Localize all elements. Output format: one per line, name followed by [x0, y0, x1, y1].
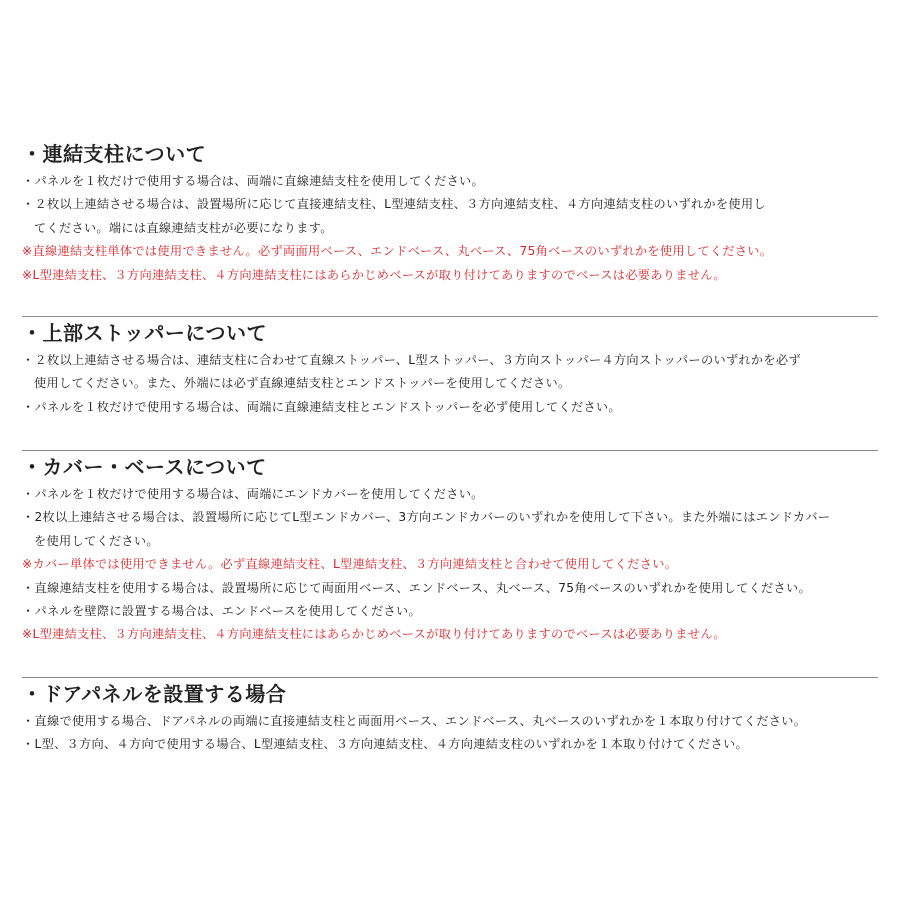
section-top-stoppers [22, 319, 878, 419]
section-divider [22, 316, 878, 317]
text-line: ・パネルを１枚だけで使用する場合は、両端に直線連結支柱とエンドストッパーを必ず使用してください。 [22, 399, 621, 414]
text-line: てください。端には直線連結支柱が必要になります。 [34, 220, 333, 235]
text-line: ・L型、３方向、４方向で使用する場合、L型連結支柱、３方向連結支柱、４方向連結支柱のいずれかを１本取り付けてください。 [22, 737, 748, 752]
section-connecting-posts [22, 140, 878, 287]
text-line: ・２枚以上連結させる場合は、連結支柱に合わせて直線ストッパー、L型ストッパー、３方向ストッパー４方向ストッパーのいずれかを必ず [22, 353, 801, 367]
section-heading: ・連結支柱について [22, 142, 207, 166]
section-door-panel [22, 680, 878, 757]
text-line: ・2枚以上連結させる場合は、設置場所に応じてL型エンドカバー、3方向エンドカバーのいずれかを使用して下さい。また外端にはエンドカバー [22, 510, 831, 525]
warning-note: ※直線連結支柱単体では使用できません。必ず両面用ベース、エンドベース、丸ベース、75角ベースのいずれかを使用してください。 [22, 244, 773, 259]
section-heading: ・ドアパネルを設置する場合 [22, 682, 287, 706]
warning-note: ※L型連結支柱、３方向連結支柱、４方向連結支柱にはあらかじめベースが取り付けてありますのでベースは必要ありません。 [22, 627, 726, 642]
section-heading: ・上部ストッパーについて [22, 321, 267, 345]
section-covers-bases [22, 453, 878, 647]
text-line: を使用してください。 [34, 533, 159, 548]
warning-note: ※L型連結支柱、３方向連結支柱、４方向連結支柱にはあらかじめベースが取り付けてありますのでベースは必要ありません。 [22, 267, 726, 282]
section-divider [22, 450, 878, 451]
text-line: ・２枚以上連結させる場合は、設置場所に応じて直接連結支柱、L型連結支柱、３方向連結支柱、４方向連結支柱のいずれかを使用し [22, 197, 766, 212]
text-line: ・直線で使用する場合、ドアパネルの両端に直接連結支柱と両面用ベース、エンドベース、丸ベースのいずれかを１本取り付けてください。 [22, 714, 807, 728]
text-line: ・パネルを１枚だけで使用する場合は、両端にエンドカバーを使用してください。 [22, 487, 484, 501]
section-heading: ・カバー・ベースについて [22, 455, 267, 479]
warning-note: ※カバー単体では使用できません。必ず直線連結支柱、L型連結支柱、３方向連結支柱と合わせて使用してください。 [22, 557, 678, 572]
text-line: ・パネルを１枚だけで使用する場合は、両端に直線連結支柱を使用してください。 [22, 174, 485, 188]
text-line: ・パネルを壁際に設置する場合は、エンドベースを使用してください。 [22, 604, 421, 619]
text-line: 使用してください。また、外端には必ず直線連結支柱とエンドストッパーを使用してください。 [34, 376, 571, 391]
text-line: ・直線連結支柱を使用する場合は、設置場所に応じて両面用ベース、エンドベース、丸ベース、75角ベースのいずれかを使用してください。 [22, 580, 811, 595]
section-divider [22, 677, 878, 678]
